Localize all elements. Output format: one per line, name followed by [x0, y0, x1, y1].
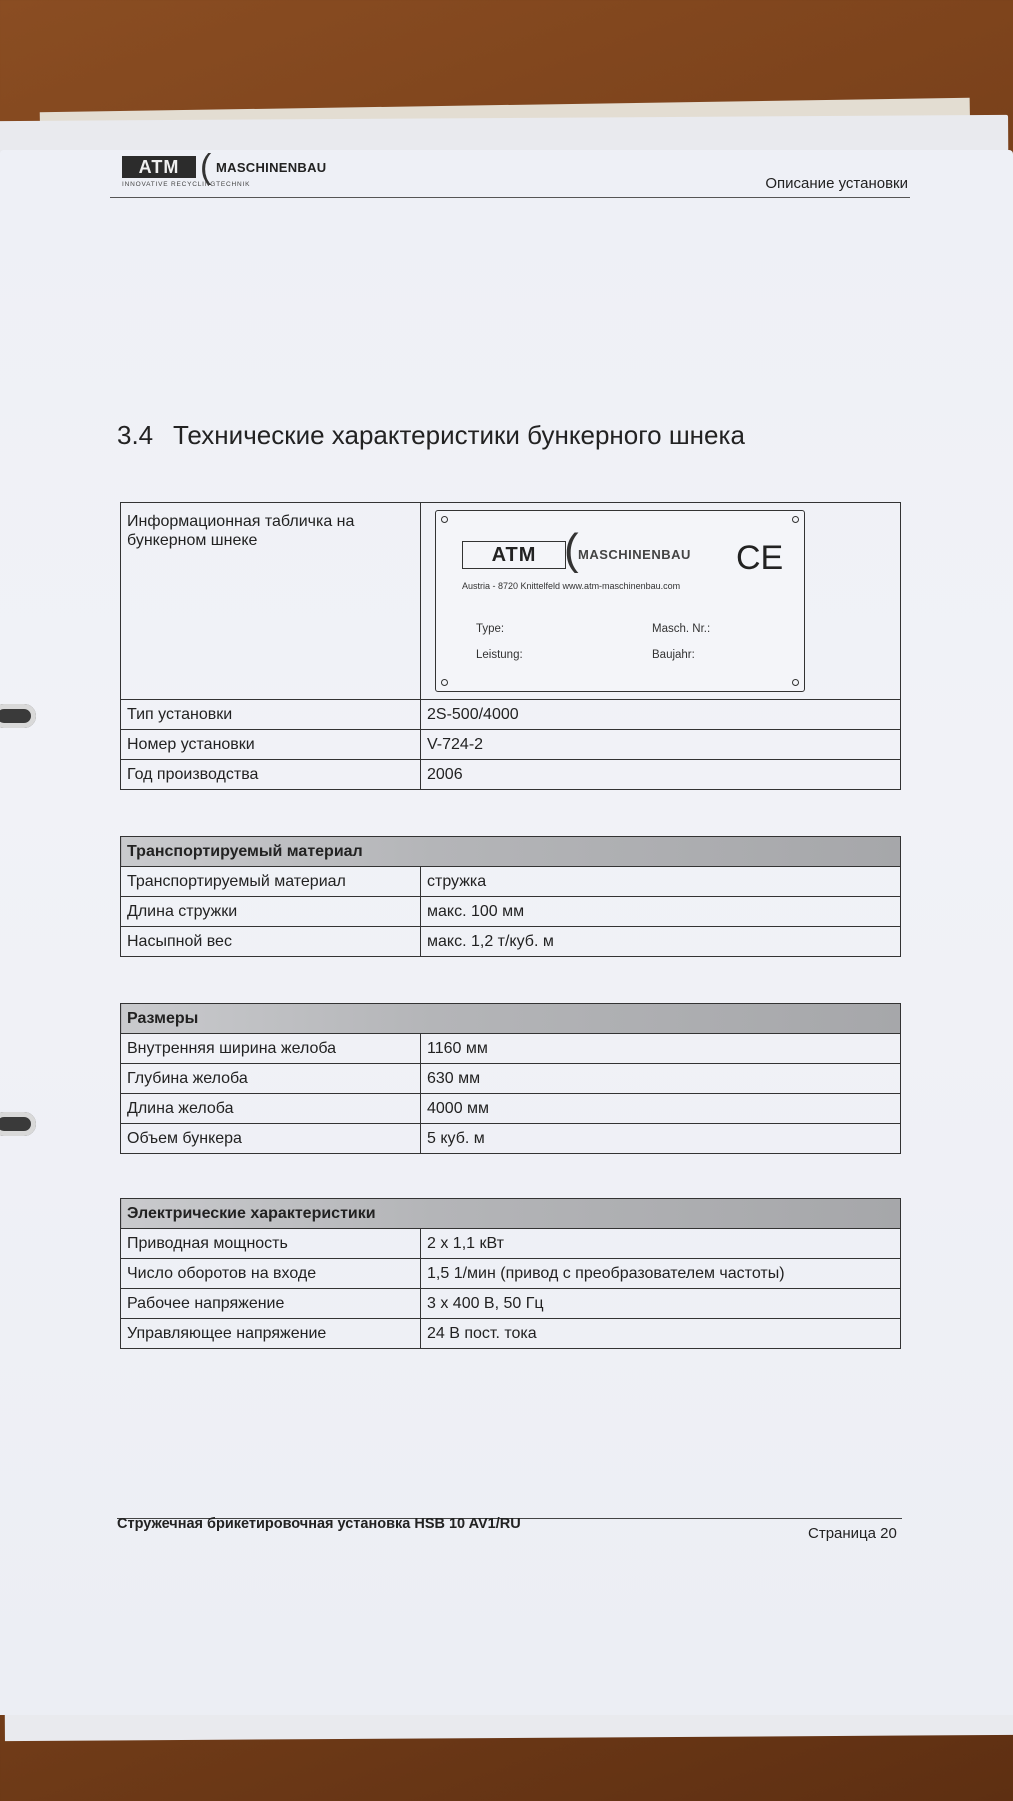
plate-type-label: Type:: [476, 623, 505, 635]
plate-masch-label: Masch. Nr.:: [652, 623, 711, 635]
table-row: Длина желоба 4000 мм: [121, 1094, 901, 1124]
atm-logo: ATM ( MASCHINENBAU INNOVATIVE RECYCLINGTECHNIK: [122, 148, 327, 188]
electrical-heading: Электрические характеристики: [121, 1199, 901, 1229]
screw-icon: [441, 516, 448, 523]
plate-leistung-label: Leistung:: [476, 649, 523, 661]
plate-maschinenbau: MASCHINENBAU: [578, 547, 691, 562]
footer-page-number: Страница 20: [808, 1525, 897, 1542]
table-row: Длина стружки макс. 100 мм: [121, 897, 901, 927]
binder-hole: [0, 1112, 36, 1136]
plate-baujahr-label: Baujahr:: [652, 649, 695, 661]
table-row: Номер установки V-724-2: [121, 730, 901, 760]
section-number: 3.4: [117, 420, 154, 450]
info-table: [120, 502, 901, 790]
nameplate-cell: [421, 503, 901, 700]
electrical-table: [120, 1198, 901, 1349]
page-header: [110, 148, 910, 198]
table-row: Объем бункера 5 куб. м: [121, 1124, 901, 1154]
table-heading-row: [121, 1199, 901, 1229]
section-heading: [117, 420, 745, 451]
material-table: [120, 836, 901, 957]
nameplate: ATM ( MASCHINENBAU CE Austria - 8720 Knittelfeld www.atm-maschinenbau.com Type: Masch. Nr.: Leistung: Baujahr:: [435, 510, 805, 692]
table-row: Год производства 2006: [121, 760, 901, 790]
screw-icon: [441, 679, 448, 686]
plate-label: Информационная табличка на бункерном шнеке: [121, 503, 421, 700]
screw-icon: [792, 679, 799, 686]
dimensions-heading: Размеры: [121, 1004, 901, 1034]
dimensions-table: [120, 1003, 901, 1154]
table-heading-row: [121, 1004, 901, 1034]
table-row: [121, 503, 901, 700]
section-title: Технические характеристики бункерного шнека: [173, 420, 745, 450]
table-heading-row: [121, 837, 901, 867]
table-row: Управляющее напряжение 24 В пост. тока: [121, 1319, 901, 1349]
footer-document-title: Стружечная брикетировочная установка HSB 10 AV1/RU: [117, 1516, 521, 1532]
header-section-label: Описание установки: [765, 175, 908, 192]
ce-mark-icon: CE: [736, 539, 784, 577]
table-row: Транспортируемый материал стружка: [121, 867, 901, 897]
table-row: Внутренняя ширина желоба 1160 мм: [121, 1034, 901, 1064]
table-row: Число оборотов на входе 1,5 1/мин (привод с преобразователем частоты): [121, 1259, 901, 1289]
table-row: Насыпной вес макс. 1,2 т/куб. м: [121, 927, 901, 957]
table-row: Рабочее напряжение 3 x 400 В, 50 Гц: [121, 1289, 901, 1319]
plate-address: Austria - 8720 Knittelfeld www.atm-maschinenbau.com: [462, 581, 681, 591]
plate-atm-logo: ATM: [462, 541, 566, 569]
material-heading: Транспортируемый материал: [121, 837, 901, 867]
table-row: Тип установки 2S-500/4000: [121, 700, 901, 730]
table-row: Приводная мощность 2 x 1,1 кВт: [121, 1229, 901, 1259]
table-row: Глубина желоба 630 мм: [121, 1064, 901, 1094]
screw-icon: [792, 516, 799, 523]
binder-hole: [0, 704, 36, 728]
